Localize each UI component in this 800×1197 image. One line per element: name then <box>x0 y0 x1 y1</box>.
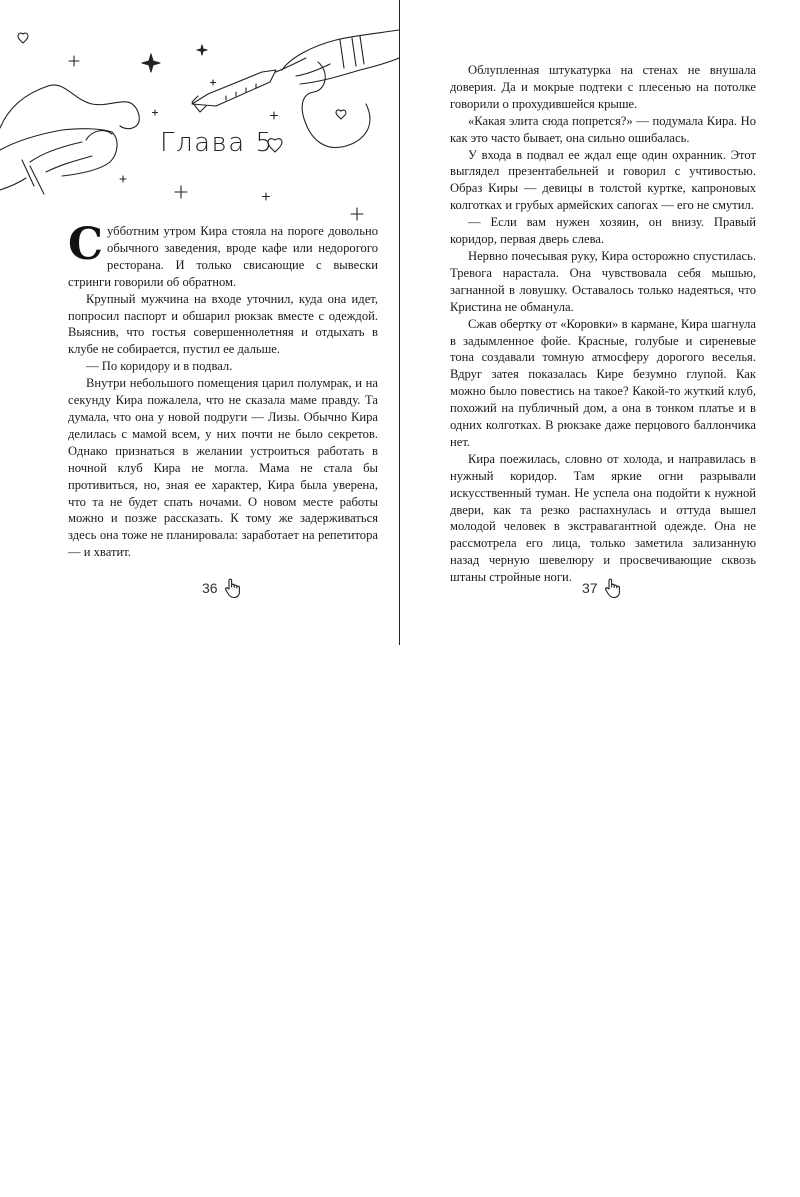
right-page-footer <box>582 577 624 599</box>
left-page-text <box>68 219 378 561</box>
sparkle-icon <box>197 45 207 55</box>
pointing-hand-icon <box>222 577 244 599</box>
paragraph: Облупленная штукатурка на стенах не внушала доверия. Да и мокрые подтеки с плесенью на потолке говорили о прохудившейся крыше. <box>450 63 756 111</box>
paragraph: Нервно почесывая руку, Кира осторожно спустилась. Тревога нарастала. Она чувствовала себя мышью, загнанной в ловушку. Оставалось только надеяться, что Кристина не обманула. <box>450 248 756 314</box>
chapter-illustration <box>0 0 399 225</box>
sparkle-icon <box>351 208 363 220</box>
right-page <box>400 0 800 645</box>
sparkle-icon <box>69 56 79 66</box>
paragraph: У входа в подвал ее ждал еще один охранник. Этот выглядел презентабельней и говорил с учтивостью. Образ Киры — девицы в толстой куртке, капроновых колготках и грубых армейских сапогах — его не смутил. <box>450 147 756 213</box>
paragraph: Внутри небольшого помещения царил полумрак, и на секунду Кира пожалела, что не сказала маме правду. Та думала, что она у новой подруги — Лизы. Обычно Кира делилась с мамой всем, у них почти не было секретов. Однако признаться в желании устроиться работать в ночной клуб Кира не могла. Мама не стала бы противиться, но, зная ее характер, Кира была уверена, что та не будет спать ночами. О новом месте работы можно и позже рассказать. К тому же задерживаться здесь она тоже не планировала: заработает на репетитора — и хватит. <box>68 376 378 560</box>
pointing-hand-icon <box>602 577 624 599</box>
paragraph: Кира поежилась, словно от холода, и направилась в нужный коридор. Там яркие огни разрывали искусственный туман. Не успела она подойти к нужной двери, как та резко распахнулась и оттуда вышел молодой человек в экстравагантной одежде. Она не рассмотрела его лица, только заметила зализанную назад черную шевелюру и просвечивающие сквозь штаны стройные ноги. <box>450 451 756 585</box>
paragraph <box>68 219 378 291</box>
sparkle-icon <box>175 186 187 198</box>
sparkle-icon <box>153 110 158 115</box>
computer-mouse-icon <box>0 85 139 194</box>
sparkle-icon <box>142 54 160 72</box>
page-number: 36 <box>202 580 218 596</box>
sparkle-icon <box>211 80 216 85</box>
drop-cap: С <box>68 219 104 270</box>
chapter-title: Глава 5 <box>160 128 274 158</box>
left-page <box>0 0 399 645</box>
sparkle-icon <box>271 112 278 119</box>
paragraph: — Если вам нужен хозяин, он внизу. Правый коридор, первая дверь слева. <box>450 215 756 247</box>
paragraph: Сжав обертку от «Коровки» в кармане, Кира шагнула в задымленное фойе. Красные, голубые и сиреневые тона создавали томную атмосферу дорогого веселья. Вдруг затея показалась Кире безумно глупой. Как можно было повестись на такое? Какой-то жуткий клуб, похожий на публичный дом, а она в тонком платье и в одних колготках. В рюкзаке даже перцового баллончика нет. <box>450 316 756 449</box>
page-number: 37 <box>582 580 598 596</box>
paragraph: «Какая элита сюда попрется?» — подумала Кира. Но как это часто бывает, она сильно ошибалась. <box>450 113 756 145</box>
left-page-footer <box>202 577 244 599</box>
paragraph: Крупный мужчина на входе уточнил, куда она идет, попросил паспорт и обшарил рюкзак вместе с одеждой. Выяснив, что гостья совершеннолетняя и отдыхать в клубе не собирается, пустил ее дальше. <box>68 291 378 357</box>
right-page-text <box>450 62 756 586</box>
sparkle-icon <box>120 176 126 182</box>
heart-icon <box>18 33 28 43</box>
paragraph: — По коридору и в подвал. <box>86 359 233 374</box>
paragraph-text: убботним утром Кира стояла на пороге довольно обычного заведения, вроде кафе или недорогого ресторана. И только свисающие с вывески стринги говорили об обратном. <box>68 224 378 289</box>
sparkle-icon <box>263 193 270 200</box>
